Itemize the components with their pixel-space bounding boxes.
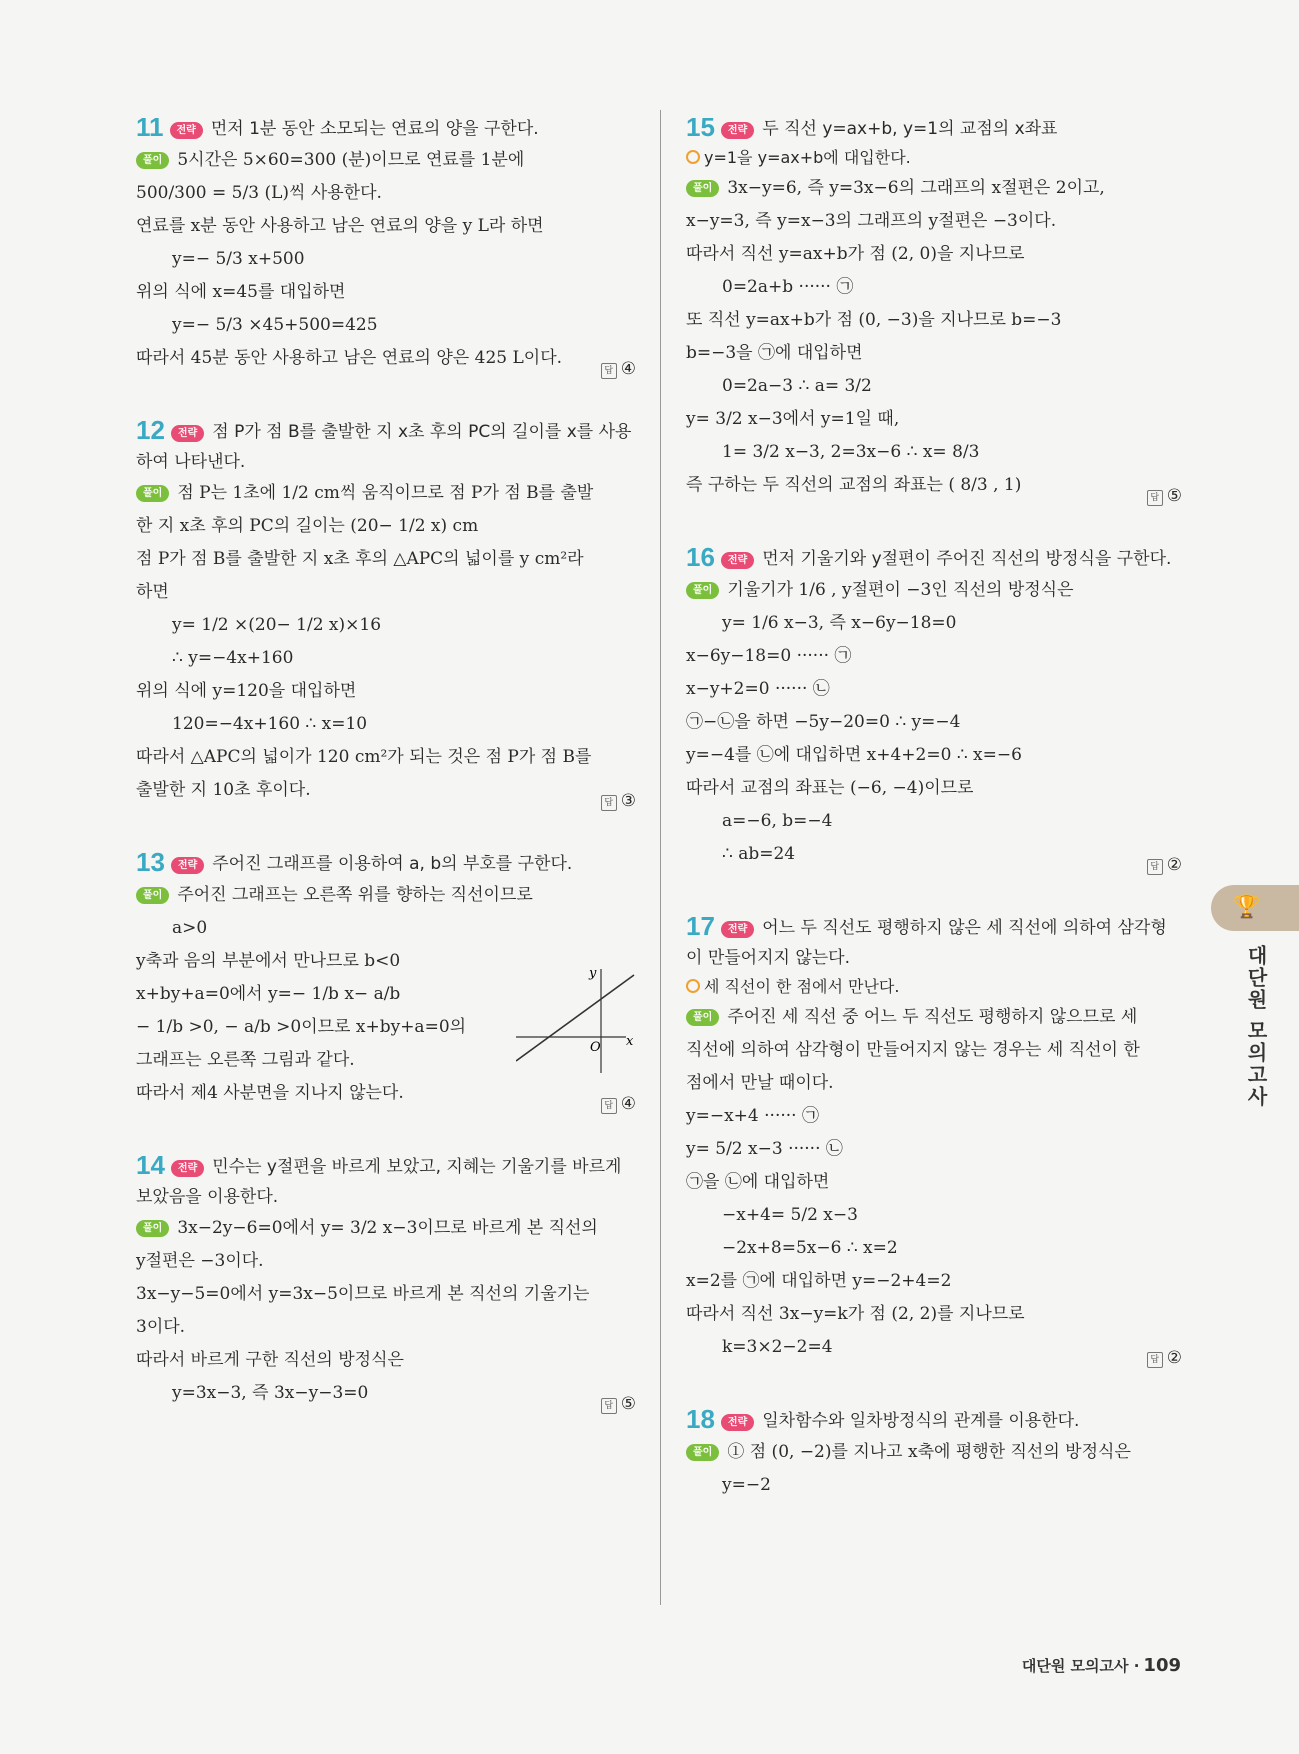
- problem-header: [136, 112, 636, 144]
- solution-line: [686, 640, 1182, 673]
- solution-line: [136, 243, 636, 276]
- solution-text: 주어진 그래프는 오른쪽 위를 향하는 직선이므로: [177, 885, 533, 905]
- solution-text: − 1/b >0, − a/b >0이므로 x+by+a=0의: [136, 1017, 467, 1037]
- solution-text: 그래프는 오른쪽 그림과 같다.: [136, 1050, 355, 1070]
- strategy-tag: 전략: [721, 552, 754, 569]
- solution-line: [686, 436, 1182, 469]
- solution-text: y축과 음의 부분에서 만나므로 b<0: [136, 951, 401, 971]
- answer-mark: 답: [1147, 859, 1163, 875]
- solution-text: b=−3을 ㉠에 대입하면: [686, 343, 863, 363]
- answer-choice: ⑤: [1166, 486, 1182, 506]
- problem-header: [136, 847, 636, 879]
- solution-line: [686, 370, 1182, 403]
- problem-18: [686, 1404, 1182, 1502]
- answer-choice: ④: [620, 1094, 636, 1114]
- solution-line: [136, 708, 636, 741]
- solution-line: [136, 576, 636, 609]
- y-axis-label: y: [589, 966, 597, 981]
- solution-text: 또 직선 y=ax+b가 점 (0, −3)을 지나므로 b=−3: [686, 310, 1062, 330]
- strategy-tag: 전략: [721, 921, 754, 938]
- problem-14: [136, 1150, 636, 1414]
- solution-text: 점 P가 점 B를 출발한 지 x초 후의 △APC의 넓이를 y cm²라: [136, 549, 584, 569]
- solution-line: [136, 1344, 636, 1377]
- solution-text: ① 점 (0, −2)를 지나고 x축에 평행한 직선의 방정식은: [727, 1442, 1131, 1462]
- problem-number: 13: [136, 847, 165, 877]
- solution-line: [136, 609, 636, 642]
- solution-text: 출발한 지 10초 후이다.: [136, 780, 311, 800]
- right-column: [686, 112, 1182, 1542]
- hint-icon: [686, 979, 700, 993]
- solution-text: y= 3/2 x−3에서 y=1일 때,: [686, 409, 900, 429]
- solution-text: 따라서 제4 사분면을 지나지 않는다.: [136, 1083, 404, 1103]
- solution-text: 따라서 직선 3x−y=k가 점 (2, 2)를 지나므로: [686, 1304, 1025, 1324]
- solution-text: y= 1/2 ×(20− 1/2 x)×16: [172, 615, 382, 635]
- problem-16: [686, 542, 1182, 875]
- side-tab[interactable]: [1211, 885, 1299, 931]
- solution-text: 0=2a−3 ∴ a= 3/2: [722, 376, 872, 396]
- answer-mark: 답: [1147, 1352, 1163, 1368]
- answer: [1147, 1348, 1182, 1368]
- page-footer: [1022, 1655, 1181, 1676]
- problem-number: 17: [686, 911, 715, 941]
- strategy-text: 주어진 그래프를 이용하여 a, b의 부호를 구한다.: [212, 854, 573, 874]
- solution-text: 하면: [136, 582, 169, 602]
- solution-line: [686, 1436, 1182, 1469]
- solution-text: 따라서 교점의 좌표는 (−6, −4)이므로: [686, 778, 974, 798]
- problem-15: [686, 112, 1182, 506]
- solution-text: 따라서 45분 동안 사용하고 남은 연료의 양은 425 L이다.: [136, 348, 563, 368]
- problem-header: [686, 911, 1182, 973]
- solution-tag: 풀이: [686, 1009, 719, 1026]
- solution-line: [136, 675, 636, 708]
- solution-line: [686, 739, 1182, 772]
- answer-mark: 답: [601, 363, 617, 379]
- solution-line: [136, 144, 636, 177]
- strategy-tag: 전략: [721, 1414, 754, 1431]
- solution-line: [686, 574, 1182, 607]
- solution-line: [686, 469, 1182, 502]
- solution-line: [136, 1212, 636, 1245]
- solution-tag: 풀이: [136, 485, 169, 502]
- solution-text: x−y+2=0 ······ ㉡: [686, 679, 830, 699]
- origin-label: O: [590, 1040, 601, 1055]
- problem-header: [136, 1150, 636, 1212]
- solution-line: [686, 706, 1182, 739]
- solution-line: [136, 774, 636, 807]
- problem-header: [686, 542, 1182, 574]
- answer-choice: ③: [620, 791, 636, 811]
- problem-number: 18: [686, 1404, 715, 1434]
- solution-line: [686, 1331, 1182, 1364]
- solution-text: x=2를 ㉠에 대입하면 y=−2+4=2: [686, 1271, 952, 1291]
- solution-line: [136, 741, 636, 774]
- solution-text: ㉠을 ㉡에 대입하면: [686, 1172, 830, 1192]
- solution-text: 0=2a+b ······ ㉠: [722, 277, 854, 297]
- problem-13: [136, 847, 636, 1114]
- solution-text: 즉 구하는 두 직선의 교점의 좌표는 ( 8/3 , 1): [686, 475, 1022, 495]
- solution-line: [686, 1166, 1182, 1199]
- solution-text: ∴ y=−4x+160: [172, 648, 294, 668]
- solution-tag: 풀이: [686, 1444, 719, 1461]
- footer-label: 대단원 모의고사 ·: [1021, 1657, 1140, 1675]
- left-column: [136, 112, 636, 1450]
- strategy-text: 먼저 기울기와 y절편이 주어진 직선의 방정식을 구한다.: [762, 549, 1172, 569]
- answer-choice: ⑤: [620, 1394, 636, 1414]
- solution-text: −x+4= 5/2 x−3: [722, 1205, 858, 1225]
- solution-line: [686, 172, 1182, 205]
- solution-text: a=−6, b=−4: [722, 811, 833, 831]
- solution-line: [136, 309, 636, 342]
- solution-text: a>0: [172, 918, 208, 938]
- solution-line: [686, 805, 1182, 838]
- strategy-text: 먼저 1분 동안 소모되는 연료의 양을 구한다.: [210, 119, 539, 139]
- strategy-text: 점 P가 점 B를 출발한 지 x초 후의 PC의 길이를 x를 사용하여 나타낸다.: [136, 422, 632, 472]
- answer-mark: 답: [601, 1398, 617, 1414]
- solution-text: 3x−2y−6=0에서 y= 3/2 x−3이므로 바르게 본 직선의: [177, 1218, 598, 1238]
- solution-line: [686, 403, 1182, 436]
- solution-text: 기울기가 1/6 , y절편이 −3인 직선의 방정식은: [727, 580, 1074, 600]
- answer: [601, 791, 636, 811]
- problem-header: [686, 1404, 1182, 1436]
- solution-text: x−y=3, 즉 y=x−3의 그래프의 y절편은 −3이다.: [686, 211, 1057, 231]
- solution-line: [136, 1377, 636, 1410]
- answer: [601, 1094, 636, 1114]
- answer-choice: ②: [1166, 1348, 1182, 1368]
- solution-text: k=3×2−2=4: [722, 1337, 833, 1357]
- answer: [1147, 486, 1182, 506]
- answer: [601, 1394, 636, 1414]
- solution-line: [686, 607, 1182, 640]
- answer-choice: ②: [1166, 855, 1182, 875]
- solution-text: 직선에 의하여 삼각형이 만들어지지 않는 경우는 세 직선이 한: [686, 1040, 1140, 1060]
- strategy-text: 어느 두 직선도 평행하지 않은 세 직선에 의하여 삼각형이 만들어지지 않는다.: [686, 918, 1167, 968]
- hint-line: [686, 144, 1182, 172]
- solution-line: [686, 1199, 1182, 1232]
- strategy-text: 민수는 y절편을 바르게 보았고, 지혜는 기울기를 바르게 보았음을 이용한다.: [136, 1157, 622, 1207]
- solution-tag: 풀이: [136, 152, 169, 169]
- hint-text: 세 직선이 한 점에서 만난다.: [704, 977, 900, 996]
- solution-line: [136, 1278, 636, 1311]
- solution-text: 따라서 바르게 구한 직선의 방정식은: [136, 1350, 404, 1370]
- problem-number: 12: [136, 415, 165, 445]
- strategy-tag: 전략: [171, 1160, 204, 1177]
- solution-line: [136, 1077, 636, 1110]
- problem-header: [686, 112, 1182, 144]
- solution-line: [686, 1298, 1182, 1331]
- solution-line: [686, 238, 1182, 271]
- solution-text: 1= 3/2 x−3, 2=3x−6 ∴ x= 8/3: [722, 442, 980, 462]
- strategy-text: 일차함수와 일차방정식의 관계를 이용한다.: [762, 1411, 1080, 1431]
- answer: [1147, 855, 1182, 875]
- problem-header: [136, 415, 636, 477]
- solution-text: ㉠−㉡을 하면 −5y−20=0 ∴ y=−4: [686, 712, 961, 732]
- solution-text: 120=−4x+160 ∴ x=10: [172, 714, 368, 734]
- solution-tag: 풀이: [136, 1220, 169, 1237]
- solution-line: [686, 271, 1182, 304]
- strategy-tag: 전략: [171, 857, 204, 874]
- solution-text: 한 지 x초 후의 PC의 길이는 (20− 1/2 x) cm: [136, 516, 479, 536]
- solution-text: y=−4를 ㉡에 대입하면 x+4+2=0 ∴ x=−6: [686, 745, 1022, 765]
- solution-text: 3x−y−5=0에서 y=3x−5이므로 바르게 본 직선의 기울기는: [136, 1284, 590, 1304]
- solution-text: ∴ ab=24: [722, 844, 796, 864]
- strategy-tag: 전략: [721, 122, 754, 139]
- solution-text: y= 1/6 x−3, 즉 x−6y−18=0: [722, 613, 957, 633]
- solution-text: x+by+a=0에서 y=− 1/b x− a/b: [136, 984, 401, 1004]
- solution-line: [686, 304, 1182, 337]
- solution-text: y=−x+4 ······ ㉠: [686, 1106, 819, 1126]
- hint-text: y=1을 y=ax+b에 대입한다.: [704, 148, 911, 167]
- solution-tag: 풀이: [686, 582, 719, 599]
- solution-line: [686, 1469, 1182, 1502]
- problem-number: 11: [136, 112, 164, 142]
- solution-text: 점 P는 1초에 1/2 cm씩 움직이므로 점 P가 점 B를 출발: [177, 483, 594, 503]
- graph-line: [516, 975, 634, 1061]
- solution-line: [686, 1265, 1182, 1298]
- solution-text: y=− 5/3 ×45+500=425: [172, 315, 378, 335]
- solution-tag: 풀이: [136, 887, 169, 904]
- solution-line: [136, 510, 636, 543]
- solution-text: 따라서 직선 y=ax+b가 점 (2, 0)을 지나므로: [686, 244, 1025, 264]
- solution-line: [136, 543, 636, 576]
- solution-text: 5시간은 5×60=300 (분)이므로 연료를 1분에: [177, 150, 525, 170]
- solution-text: 주어진 세 직선 중 어느 두 직선도 평행하지 않으므로 세: [727, 1007, 1138, 1027]
- solution-text: y=− 5/3 x+500: [172, 249, 305, 269]
- trophy-icon: 🏆: [1233, 895, 1261, 920]
- hint-line: [686, 973, 1182, 1001]
- solution-text: 점에서 만날 때이다.: [686, 1073, 834, 1093]
- solution-text: 연료를 x분 동안 사용하고 남은 연료의 양을 y L라 하면: [136, 216, 544, 236]
- solution-line: [686, 1034, 1182, 1067]
- solution-line: [686, 673, 1182, 706]
- solution-text: 500/300 = 5/3 (L)씩 사용한다.: [136, 183, 382, 203]
- solution-line: [686, 1133, 1182, 1166]
- answer-mark: 답: [601, 1098, 617, 1114]
- problem-number: 14: [136, 1150, 165, 1180]
- column-divider: [660, 110, 661, 1605]
- problem-number: 15: [686, 112, 715, 142]
- solution-line: [136, 879, 636, 912]
- solution-text: y=−2: [722, 1475, 771, 1495]
- solution-text: 따라서 △APC의 넓이가 120 cm²가 되는 것은 점 P가 점 B를: [136, 747, 592, 767]
- strategy-text: 두 직선 y=ax+b, y=1의 교점의 x좌표: [762, 119, 1058, 139]
- solution-text: y= 5/2 x−3 ······ ㉡: [686, 1139, 843, 1159]
- solution-text: y=3x−3, 즉 3x−y−3=0: [172, 1383, 369, 1403]
- solution-line: [686, 1100, 1182, 1133]
- solution-line: [686, 1067, 1182, 1100]
- solution-text: y절편은 −3이다.: [136, 1251, 264, 1271]
- solution-line: [136, 276, 636, 309]
- solution-line: [686, 337, 1182, 370]
- solution-line: [136, 1311, 636, 1344]
- solution-text: x−6y−18=0 ······ ㉠: [686, 646, 852, 666]
- problem-17: [686, 911, 1182, 1368]
- solution-tag: 풀이: [686, 180, 719, 197]
- problem-11: [136, 112, 636, 379]
- answer-mark: 답: [601, 795, 617, 811]
- strategy-tag: 전략: [170, 122, 203, 139]
- solution-line: [136, 912, 636, 945]
- answer-mark: 답: [1147, 490, 1163, 506]
- solution-line: [136, 642, 636, 675]
- solution-line: [136, 477, 636, 510]
- solution-text: −2x+8=5x−6 ∴ x=2: [722, 1238, 898, 1258]
- solution-line: [136, 210, 636, 243]
- solution-line: [686, 838, 1182, 871]
- line-graph: [516, 965, 636, 1075]
- solution-line: [136, 1245, 636, 1278]
- solution-text: 위의 식에 x=45를 대입하면: [136, 282, 346, 302]
- solution-line: [136, 177, 636, 210]
- solution-line: [136, 342, 636, 375]
- answer-choice: ④: [620, 359, 636, 379]
- x-axis-label: x: [626, 1034, 634, 1049]
- solution-line: [686, 205, 1182, 238]
- answer: [601, 359, 636, 379]
- strategy-tag: 전략: [171, 425, 204, 442]
- hint-icon: [686, 150, 700, 164]
- solution-text: 위의 식에 y=120을 대입하면: [136, 681, 357, 701]
- solution-line: [686, 1232, 1182, 1265]
- solution-text: 3x−y=6, 즉 y=3x−6의 그래프의 x절편은 2이고,: [727, 178, 1105, 198]
- problem-12: [136, 415, 636, 811]
- side-tab-label: 대단원 모의고사: [1244, 945, 1268, 1108]
- problem-number: 16: [686, 542, 715, 572]
- solution-line: [686, 772, 1182, 805]
- solution-line: [686, 1001, 1182, 1034]
- solution-text: 3이다.: [136, 1317, 186, 1337]
- page-number: 109: [1143, 1655, 1181, 1676]
